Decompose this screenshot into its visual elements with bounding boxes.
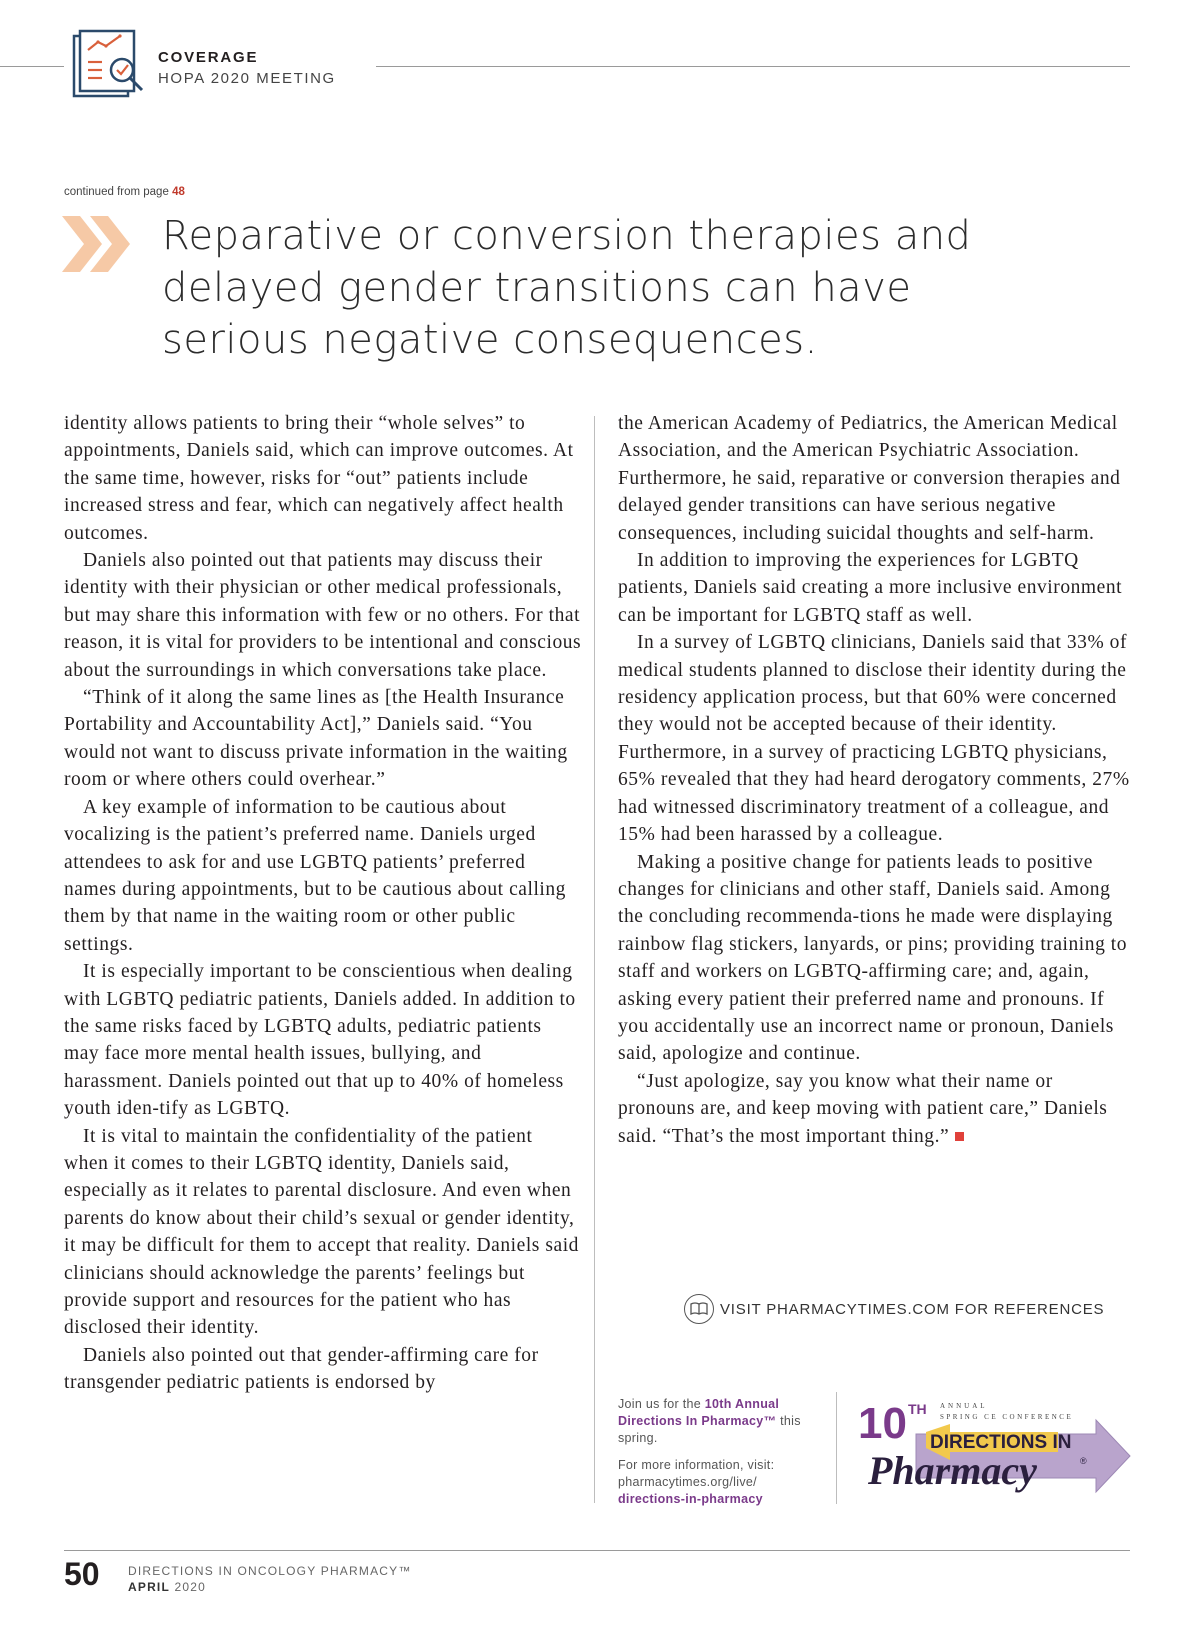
- logo-tagline-top: ANNUAL: [940, 1402, 988, 1410]
- logo-mark: ®: [1080, 1456, 1087, 1466]
- paragraph: “Think of it along the same lines as [the Health Insurance Portability and Accountability Act],” Daniels said. “You would not want to discuss private information in the waiting room or where others could overhear.”: [64, 687, 568, 791]
- references-link[interactable]: [684, 1294, 1104, 1324]
- page-number: 50: [64, 1556, 100, 1592]
- footer-rule: [64, 1550, 1130, 1551]
- issue-date: [128, 1580, 206, 1594]
- paragraph: Daniels also pointed out that gender-affirming care for transgender pediatric patients is endorsed by: [64, 1344, 539, 1394]
- chevron-arrows-icon: [62, 216, 134, 272]
- directions-in-pharmacy-logo: [858, 1398, 1134, 1502]
- promo-more-info: [618, 1457, 830, 1508]
- header-rule-left: [0, 66, 64, 67]
- logo-line2: Pharmacy: [868, 1448, 1037, 1493]
- promo-link[interactable]: directions-in-pharmacy: [618, 1492, 763, 1506]
- paragraph: It is especially important to be conscientious when dealing with LGBTQ pediatric patients, Daniels added. In addition to the same risks faced by LGBTQ adults, pediatric patients may face more mental health issues, bullying, and harassment. Daniels pointed out that up to 40% of homeless youth iden-tify as LGBTQ.: [64, 961, 576, 1120]
- paragraph: In a survey of LGBTQ clinicians, Daniels said that 33% of medical students planned to disclose their identity during the residency application process, but that 60% were concerned they would not be accepted because of their identity. Furthermore, in a survey of practicing LGBTQ physicians, 65% revealed that they had heard derogatory comments, 27% had witnessed discriminatory treatment of a colleague, and 15% had been harassed by a colleague.: [618, 632, 1130, 846]
- logo-ordinal: TH: [908, 1401, 927, 1417]
- paragraph: the American Academy of Pediatrics, the American Medical Association, and the American Psychiatric Association. Furthermore, he said, reparative or conversion therapies and delayed gender transitions can have serious negative consequences, including suicidal thoughts and self-harm.: [618, 413, 1121, 544]
- issue-year: 2020: [174, 1580, 207, 1594]
- promo-divider: [836, 1392, 837, 1504]
- logo-tagline-bottom: SPRING CE CONFERENCE: [940, 1413, 1074, 1421]
- paragraph: In addition to improving the experiences for LGBTQ patients, Daniels said creating a more inclusive environment can be important for LGBTQ staff as well.: [618, 550, 1123, 626]
- paragraph: It is vital to maintain the confidentiality of the patient when it comes to their LGBTQ identity, Daniels said, especially as it relates to parental disclosure. And even when parents do know about their child’s sexual or gender identity, it may be difficult for them to accept that reality. Daniels said clinicians should acknowledge the parents’ feelings but provide support and resources for the patient who has disclosed their identity.: [64, 1125, 579, 1339]
- continued-note: [64, 186, 185, 198]
- references-text: VISIT PHARMACYTIMES.COM FOR REFERENCES: [720, 1300, 1105, 1318]
- continued-page-link[interactable]: 48: [172, 186, 185, 198]
- continued-label: continued from page: [64, 186, 169, 198]
- end-mark-icon: [955, 1132, 964, 1141]
- promo-more-text: For more information, visit: pharmacytimes.org/live/: [618, 1458, 775, 1489]
- paragraph: Making a positive change for patients leads to positive changes for clinicians and other staff, Daniels said. Among the concluding recommenda-tions he made were displaying rainbow flag stickers, lanyards, or pins; providing training to staff and workers on LGBTQ-affirming care; and, again, asking every patient their preferred name and pronouns. If you accidentally use an incorrect name or pronoun, Daniels said, apologize and continue.: [618, 851, 1128, 1065]
- section-label: COVERAGE: [158, 49, 259, 66]
- paragraph: A key example of information to be cautious about vocalizing is the patient’s preferred name. Daniels urged attendees to ask for and use LGBTQ patients’ preferred names during appointments, but to be cautious about calling them by that name in the waiting room or other public settings.: [64, 796, 566, 955]
- promo-join-prefix: Join us for the: [618, 1397, 705, 1411]
- paragraph-text: “Just apologize, say you know what their name or pronouns are, and keep moving with patient care,” Daniels said. “That’s the most important thing.”: [618, 1070, 1108, 1147]
- paragraph: Daniels also pointed out that patients may discuss their identity with their physician or other medical professionals, but may share this information with few or no others. For that reason, it is vital for providers to be intentional and conscious about the surroundings in which conversations take place.: [64, 550, 582, 681]
- header-rule-right: [376, 66, 1130, 67]
- pull-quote: Reparative or conversion therapies and delayed gender transitions can have serious negative consequences.: [162, 213, 972, 363]
- column-divider: [594, 416, 595, 1503]
- publication-name: DIRECTIONS IN ONCOLOGY PHARMACY™: [128, 1564, 412, 1578]
- promo-join: [618, 1396, 830, 1447]
- paragraph-last: [618, 1068, 1130, 1150]
- logo-line1: DIRECTIONS IN: [930, 1432, 1072, 1453]
- logo-number: 10: [858, 1399, 907, 1448]
- issue-month: APRIL: [128, 1580, 170, 1594]
- promo-highlight: 10th Annual Directions In Pharmacy™: [618, 1397, 780, 1428]
- book-icon: [684, 1294, 714, 1324]
- paragraph: identity allows patients to bring their “whole selves” to appointments, Daniels said, which can improve outcomes. At the same time, however, risks for “out” patients include increased stress and fear, which can negatively affect health outcomes.: [64, 413, 574, 544]
- promo-join-suffix: this spring.: [618, 1414, 801, 1445]
- article-column-right: [618, 410, 1130, 1150]
- article-column-left: [64, 410, 582, 1397]
- promo-text: [618, 1396, 830, 1508]
- subsection-label: HOPA 2020 MEETING: [158, 70, 336, 87]
- report-magnifier-icon: [72, 28, 156, 100]
